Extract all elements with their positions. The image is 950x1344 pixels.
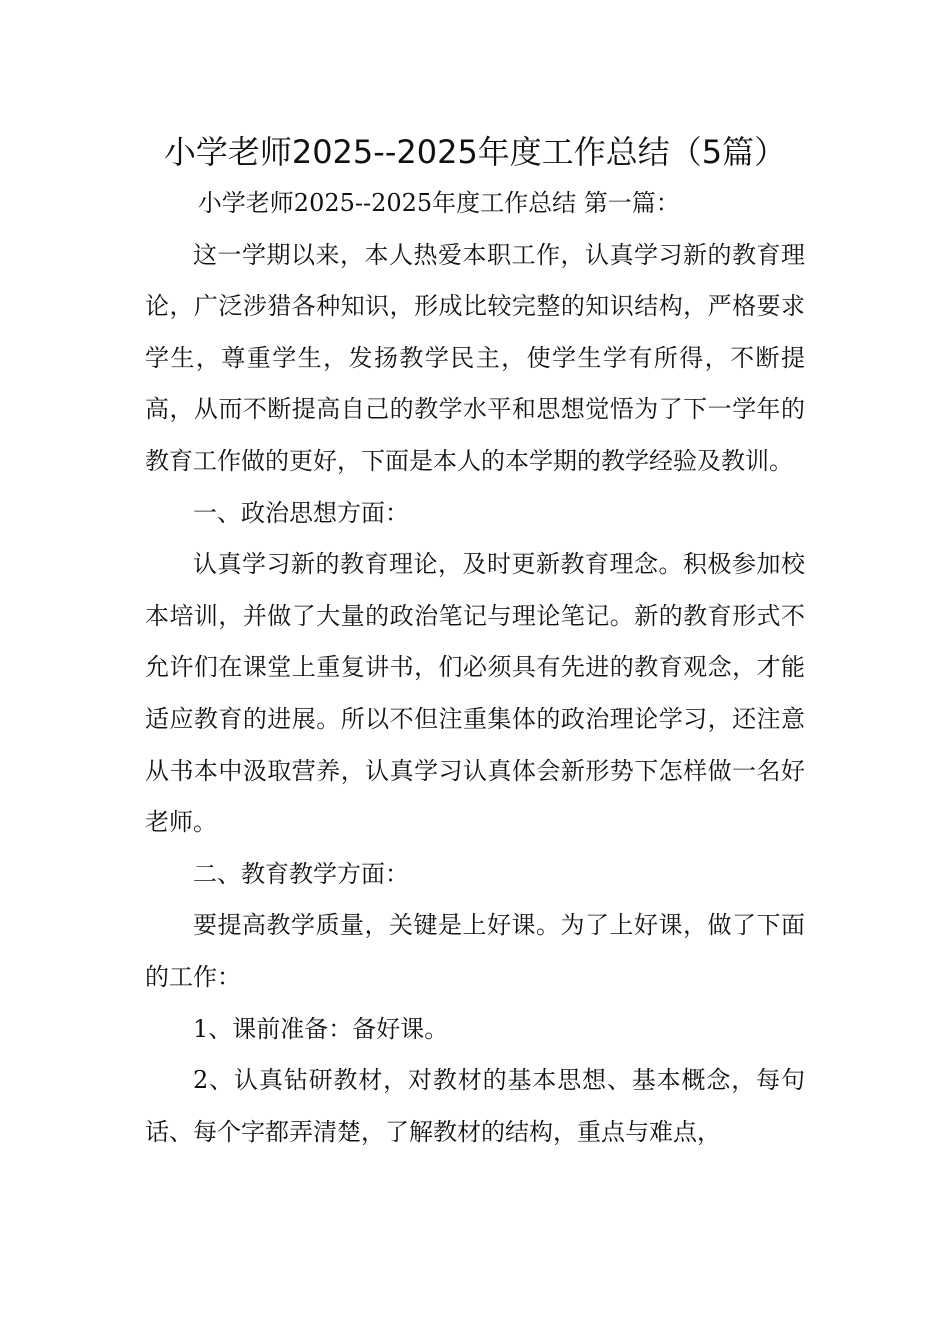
section-heading-first: 小学老师2025--2025年度工作总结 第一篇： [197, 189, 680, 217]
section-heading-politics: 一、政治思想方面： [193, 498, 409, 527]
list-item-1: 1、课前准备：备好课。 [193, 1014, 449, 1043]
list-item-2: 2、认真钻研教材，对教材的基本思想、基本概念，每句话、每个字都弄清楚，了解教材的结构，重点与难点， [145, 1066, 805, 1146]
paragraph-politics: 认真学习新的教育理论，及时更新教育理念。积极参加校本培训，并做了大量的政治笔记与理论笔记。新的教育形式不允许们在课堂上重复讲书，们必须具有先进的教育观念，才能适应教育的进展。所以不但注重集体的政治理论学习，还注意从书本中汲取营养，认真学习认真体会新形势下怎样做一名好老师。 [145, 550, 805, 837]
paragraph-intro: 这一学期以来，本人热爱本职工作，认真学习新的教育理论，广泛涉猎各种知识，形成比较完整的知识结构，严格要求学生，尊重学生，发扬教学民主，使学生学有所得，不断提高，从而不断提高自己的教学水平和思想觉悟为了下一学年的教育工作做的更好，下面是本人的本学期的教学经验及教训。 [145, 240, 805, 475]
section-heading-teaching: 二、教育教学方面： [193, 859, 409, 888]
document-title: 小学老师2025--2025年度工作总结（5篇） [163, 133, 787, 171]
paragraph-teaching: 要提高教学质量，关键是上好课。为了上好课，做了下面的工作： [145, 911, 805, 991]
document-page [145, 128, 805, 1158]
